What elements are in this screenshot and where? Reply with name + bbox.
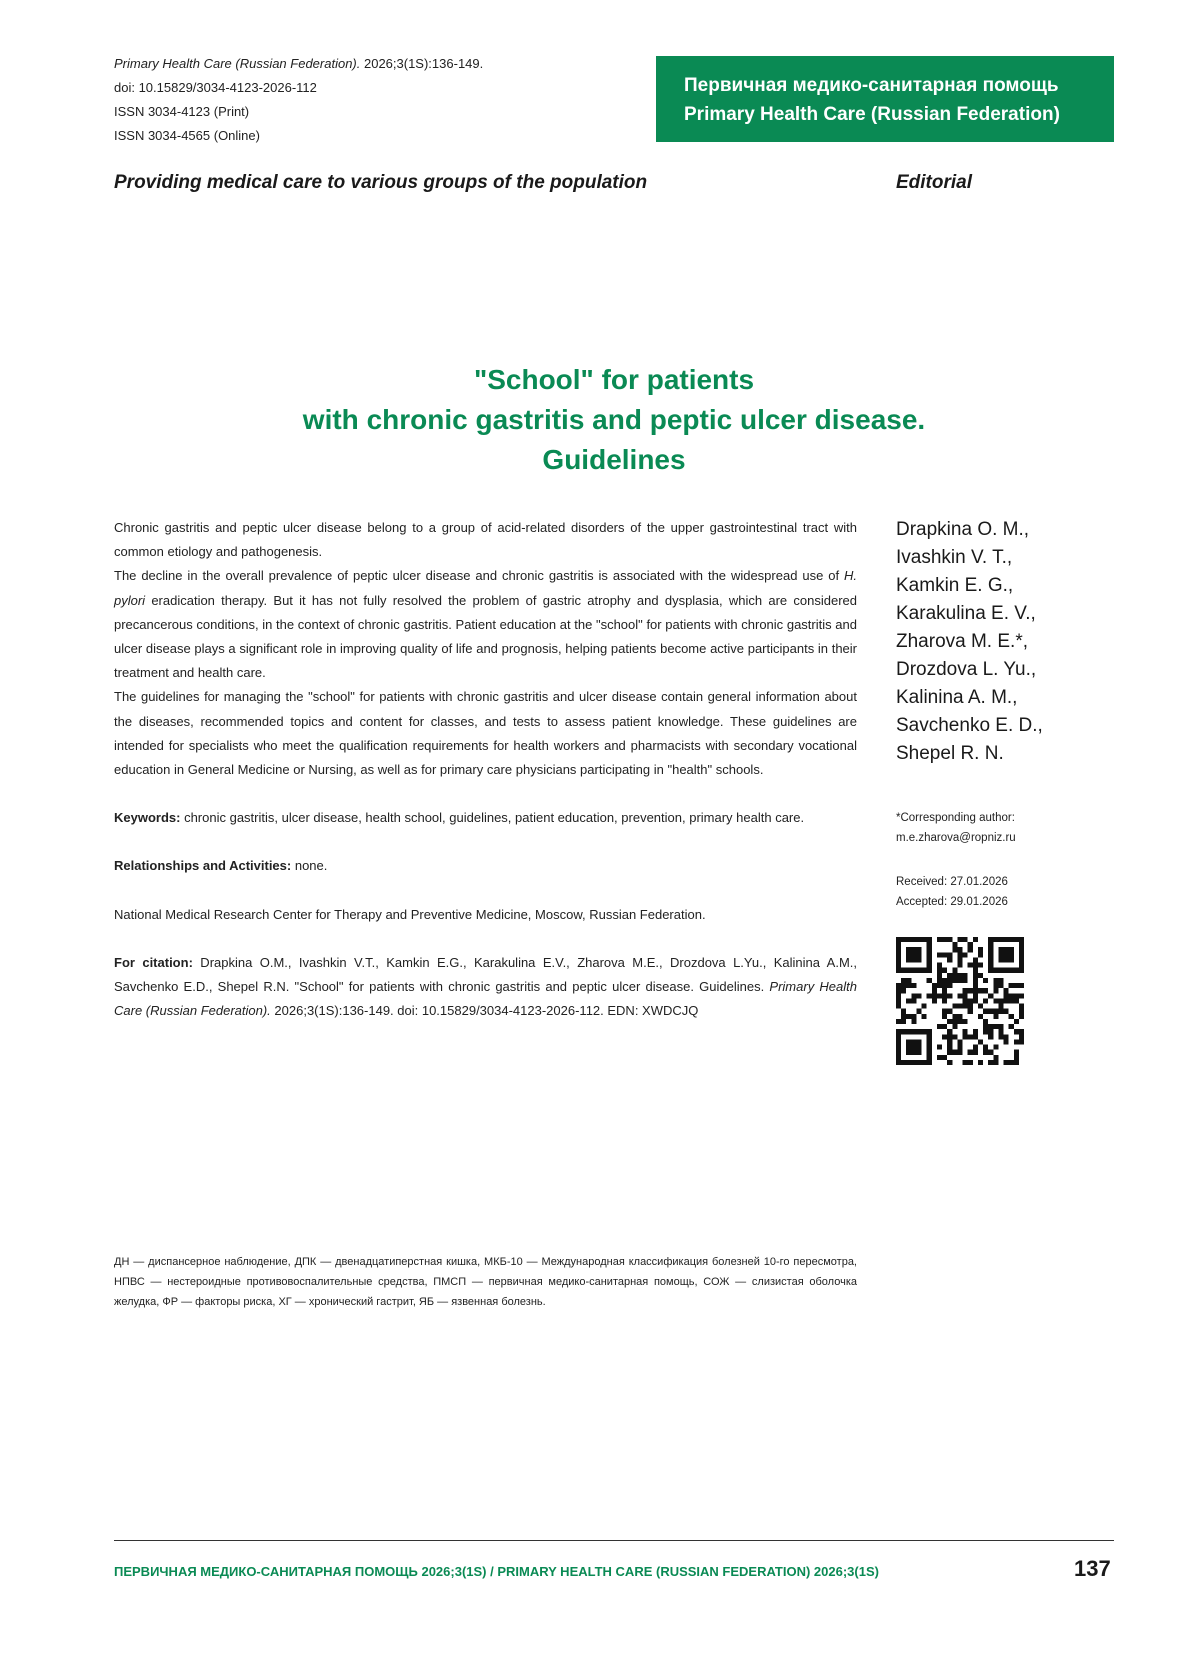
- issn-online: ISSN 3034-4565 (Online): [114, 128, 260, 143]
- author: Shepel R. N.: [896, 743, 1004, 764]
- article-type: Editorial: [896, 172, 973, 193]
- abstract-paragraph-1: Chronic gastritis and peptic ulcer disease belong to a group of acid-related disorders of the upper gastrointestinal tract with common etiology and pathogenesis.: [114, 520, 857, 560]
- author: Karakulina E. V.,: [896, 603, 1036, 624]
- running-footer: ПЕРВИЧНАЯ МЕДИКО-САНИТАРНАЯ ПОМОЩЬ 2026;3(1S) / PRIMARY HEALTH CARE (RUSSIAN FEDERATION) 2026;3(1S): [114, 1564, 879, 1579]
- article-title: [114, 360, 1114, 480]
- citation-meta: [114, 52, 483, 148]
- journal-name-ru: Первичная медико-санитарная помощь: [684, 75, 1059, 96]
- accepted-date: Accepted: 29.01.2026: [896, 896, 1008, 908]
- citation-line: Primary Health Care (Russian Federation). 2026;3(1S):136-149.: [114, 56, 484, 71]
- author: Savchenko E. D.,: [896, 715, 1043, 736]
- author: Drapkina O. M.,: [896, 519, 1030, 540]
- author: Zharova M. E.*,: [896, 631, 1028, 652]
- author: Kamkin E. G.,: [896, 575, 1014, 596]
- affiliation: National Medical Research Center for Therapy and Preventive Medicine, Moscow, Russian Federation.: [114, 906, 706, 922]
- author: Drozdova L. Yu.,: [896, 659, 1037, 680]
- author-list: [896, 516, 1043, 768]
- corresponding-email[interactable]: m.e.zharova@ropniz.ru: [896, 832, 1016, 844]
- author: Ivashkin V. T.,: [896, 547, 1013, 568]
- corresponding-label: *Corresponding author:: [896, 812, 1015, 824]
- journal-name-en: Primary Health Care (Russian Federation): [684, 104, 1060, 125]
- corresponding-author: [896, 808, 1016, 848]
- author: Kalinina A. M.,: [896, 687, 1018, 708]
- footer-divider: [114, 1540, 1114, 1541]
- title-line-1: "School" for patients: [473, 364, 755, 395]
- keywords: Keywords: chronic gastritis, ulcer disease, health school, guidelines, patient education, prevention, primary health care.: [114, 810, 805, 826]
- issn-print: ISSN 3034-4123 (Print): [114, 104, 250, 119]
- article-dates: [896, 872, 1008, 912]
- section-name: Providing medical care to various groups of the population: [114, 172, 648, 193]
- abstract-paragraph-2: The decline in the overall prevalence of peptic ulcer disease and chronic gastritis is associated with the widespread use of H. pylori eradication therapy. But it has not fully resolved the problem of gastric atrophy and dysplasia, which are considered precancerous conditions, in the context of chronic gastritis. Patient education at the "school" for patients with chronic gastritis and ulcer disease plays a significant role in improving quality of life and prognosis, helping patients become active participants in their treatment and health care.: [114, 568, 857, 681]
- abstract-paragraph-3: The guidelines for managing the "school" for patients with chronic gastritis and ulcer disease contain general information about the diseases, recommended topics and content for classes, and tests to assess patient knowledge. These guidelines are intended for specialists who meet the qualification requirements for health workers and pharmacists with secondary vocational education in General Medicine or Nursing, as well as for primary care physicians participating in "health" schools.: [114, 689, 857, 778]
- for-citation: For citation: Drapkina O.M., Ivashkin V.T., Kamkin E.G., Karakulina E.V., Zharova M.E., Drozdova L.Yu., Kalinina A.M., Savchenko E.D., Shepel R.N. "School" for patients with chronic gastritis and peptic ulcer disease. Guidelines. Primary Health Care (Russian Federation). 2026;3(1S):136-149. doi: 10.15829/3034-4123-2026-112. EDN: XWDCJQ: [114, 954, 857, 1019]
- relationships: Relationships and Activities: none.: [114, 858, 328, 874]
- doi[interactable]: doi: 10.15829/3034-4123-2026-112: [114, 80, 317, 95]
- received-date: Received: 27.01.2026: [896, 876, 1008, 888]
- title-line-2: with chronic gastritis and peptic ulcer disease.: [302, 404, 926, 435]
- abstract: [114, 516, 857, 1023]
- abbreviations-footnote: ДН — диспансерное наблюдение, ДПК — двенадцатиперстная кишка, МКБ-10 — Международная классификация болезней 10-го пересмотра, НПВС — нестероидные противовоспалительные средства, ПМСП — первичная медико-санитарная помощь, СОЖ — слизистая оболочка желудка, ФР — факторы риска, ХГ — хронический гастрит, ЯБ — язвенная болезнь.: [114, 1256, 857, 1308]
- page-number: 137: [1074, 1556, 1111, 1581]
- qr-code-icon[interactable]: [896, 937, 1024, 1065]
- title-line-3: Guidelines: [542, 444, 686, 475]
- journal-banner: [656, 56, 1114, 142]
